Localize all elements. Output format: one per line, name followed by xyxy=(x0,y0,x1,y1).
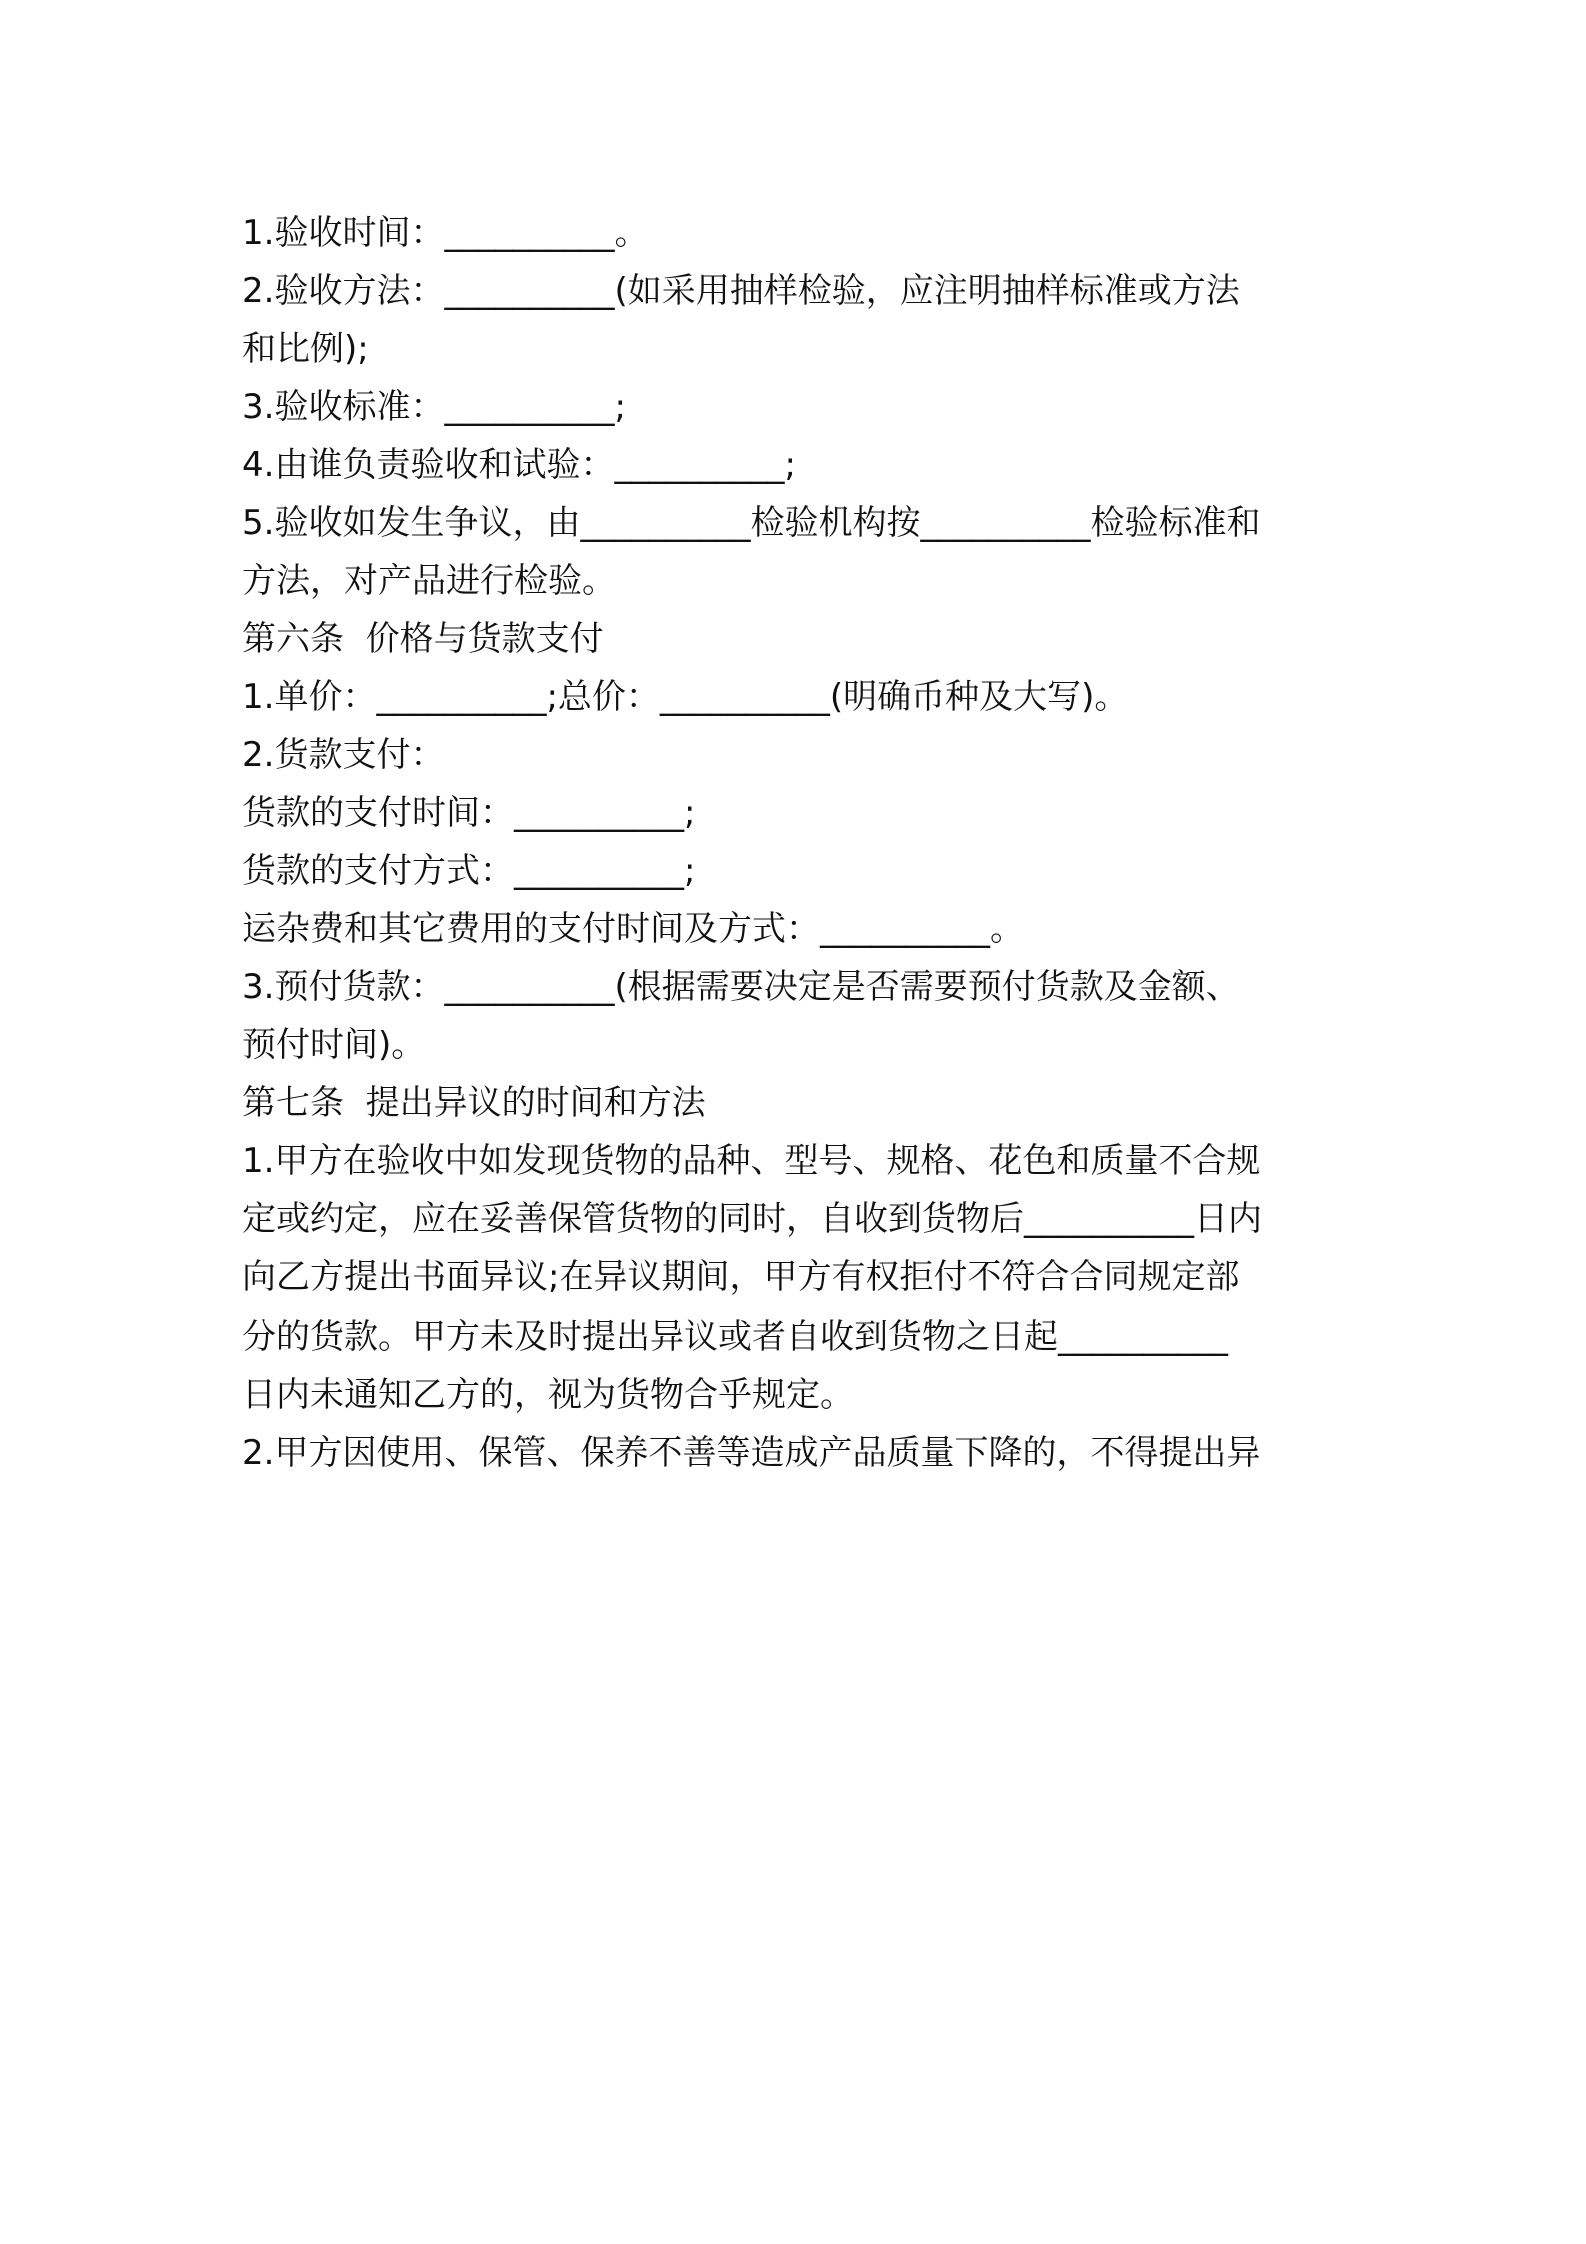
text-line: 5.验收如发生争议，由__________检验机构按__________检验标准和 xyxy=(242,503,1261,543)
text-line: 货款的支付方式：__________; xyxy=(242,851,696,891)
text-line: 和比例); xyxy=(242,329,369,369)
text-line: 定或约定，应在妥善保管货物的同时，自收到货物后__________日内 xyxy=(242,1199,1262,1239)
text-line: 3.验收标准：__________; xyxy=(242,387,626,427)
text-line: 2.验收方法：__________(如采用抽样检验，应注明抽样标准或方法 xyxy=(242,271,1240,311)
text-line: 1.单价：__________;总价：__________(明确币种及大写)。 xyxy=(242,677,1129,717)
section-heading: 第七条 提出异议的时间和方法 xyxy=(242,1083,706,1123)
text-line: 4.由谁负责验收和试验：__________; xyxy=(242,445,796,485)
text-line: 货款的支付时间：__________; xyxy=(242,793,696,833)
text-line: 日内未通知乙方的，视为货物合乎规定。 xyxy=(242,1375,854,1415)
text-line: 1.甲方在验收中如发现货物的品种、型号、规格、花色和质量不合规 xyxy=(242,1141,1261,1181)
text-line: 3.预付货款：__________(根据需要决定是否需要预付货款及金额、 xyxy=(242,967,1240,1007)
text-line: 方法，对产品进行检验。 xyxy=(242,561,616,601)
text-line: 预付时间)。 xyxy=(242,1025,426,1065)
text-line: 2.甲方因使用、保管、保养不善等造成产品质量下降的，不得提出异 xyxy=(242,1433,1261,1473)
text-line: 向乙方提出书面异议;在异议期间，甲方有权拒付不符合合同规定部 xyxy=(242,1257,1240,1297)
text-line: 分的货款。甲方未及时提出异议或者自收到货物之日起__________ xyxy=(242,1317,1228,1357)
section-heading: 第六条 价格与货款支付 xyxy=(242,619,604,659)
text-line: 1.验收时间：__________。 xyxy=(242,213,649,253)
text-line: 运杂费和其它费用的支付时间及方式：__________。 xyxy=(242,909,1024,949)
text-line: 2.货款支付： xyxy=(242,735,445,775)
